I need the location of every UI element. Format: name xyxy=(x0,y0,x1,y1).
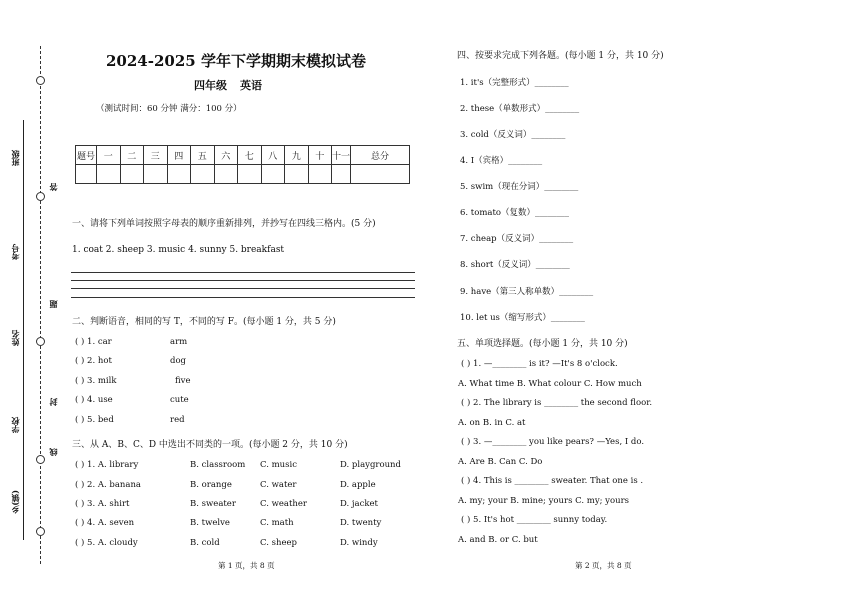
grade-label: 四年级 xyxy=(194,79,227,92)
score-cell[interactable] xyxy=(214,165,238,184)
score-cell[interactable] xyxy=(120,165,144,184)
score-header-cell: 一 xyxy=(97,146,121,165)
section-1-words: 1. coat 2. sheep 3. music 4. sunny 5. breakfast xyxy=(72,245,285,255)
score-header-cell: 八 xyxy=(261,146,285,165)
page-title: 2024-2025 学年下学期期末模拟试卷 xyxy=(106,52,366,70)
score-cell[interactable] xyxy=(332,165,351,184)
score-header-cell: 七 xyxy=(238,146,262,165)
s3-option-d: D. playground xyxy=(340,460,401,470)
cut-mark-question: 题 xyxy=(48,300,58,308)
s2-item-question[interactable]: ( ) 3. milk xyxy=(75,376,117,386)
s2-item-word: cute xyxy=(170,395,189,405)
score-table-header-row xyxy=(76,146,410,165)
section-5-heading: 五、单项选择题。(每小题 1 分，共 10 分) xyxy=(457,339,628,349)
s5-question[interactable]: ( ) 2. The library is ________ the second floor. xyxy=(461,398,653,408)
score-header-cell: 十 xyxy=(308,146,332,165)
s3-option-b: B. orange xyxy=(190,480,232,490)
s5-question[interactable]: ( ) 5. It's hot ________ sunny today. xyxy=(461,515,608,525)
score-cell[interactable] xyxy=(261,165,285,184)
s2-item-word: red xyxy=(170,415,185,425)
score-cell[interactable] xyxy=(285,165,309,184)
s3-option-c: C. weather xyxy=(260,499,307,509)
s5-question[interactable]: ( ) 4. This is ________ sweater. That one is . xyxy=(461,476,644,486)
score-cell[interactable] xyxy=(351,165,410,184)
s4-item[interactable]: 9. have（第三人称单数）________ xyxy=(460,287,594,297)
s3-option-c: C. music xyxy=(260,460,297,470)
writing-line xyxy=(71,272,415,273)
binding-field-name: 姓名 xyxy=(10,330,20,346)
writing-line xyxy=(71,288,415,289)
s3-option-d: D. twenty xyxy=(340,518,382,528)
section-4-heading: 四、按要求完成下列各题。(每小题 1 分，共 10 分) xyxy=(457,51,664,61)
s3-option-c: C. math xyxy=(260,518,294,528)
s3-option-a[interactable]: ( ) 4. A. seven xyxy=(75,518,135,528)
s3-option-b: B. cold xyxy=(190,538,220,548)
binding-hole xyxy=(36,192,45,201)
s2-item-question[interactable]: ( ) 4. use xyxy=(75,395,113,405)
s5-options: A. my; your B. mine; yours C. my; yours xyxy=(458,496,630,506)
s4-item[interactable]: 10. let us（缩写形式）________ xyxy=(460,313,585,323)
s4-item[interactable]: 3. cold（反义词）________ xyxy=(460,130,566,140)
section-1-heading: 一、请将下列单词按照字母表的顺序重新排列，并抄写在四线三格内。(5 分) xyxy=(72,219,376,229)
s2-item-question[interactable]: ( ) 2. hot xyxy=(75,356,112,366)
s5-options: A. What time B. What colour C. How much xyxy=(458,379,642,389)
s3-option-a[interactable]: ( ) 1. A. library xyxy=(75,460,139,470)
exam-info: （测试时间：60 分钟 满分：100 分） xyxy=(96,104,242,114)
score-cell[interactable] xyxy=(76,165,97,184)
s5-options: A. on B. in C. at xyxy=(458,418,526,428)
cut-mark-seal: 封 xyxy=(48,398,58,406)
s3-option-d: D. jacket xyxy=(340,499,378,509)
s2-item-word: dog xyxy=(170,356,186,366)
s4-item[interactable]: 8. short（反义词）________ xyxy=(460,260,570,270)
score-cell[interactable] xyxy=(308,165,332,184)
score-header-cell: 五 xyxy=(191,146,215,165)
s4-item[interactable]: 4. I（宾格）________ xyxy=(460,156,543,166)
binding-underline xyxy=(23,120,24,540)
page-footer-left: 第 1 页，共 8 页 xyxy=(218,561,275,570)
binding-field-school: 学校 xyxy=(10,417,20,433)
s5-question[interactable]: ( ) 3. —________ you like pears? —Yes, I do. xyxy=(461,437,645,447)
s4-item[interactable]: 6. tomato（复数）________ xyxy=(460,208,570,218)
s2-item-word: arm xyxy=(170,337,188,347)
cut-mark-line: 线 xyxy=(48,448,58,456)
s4-item[interactable]: 5. swim（现在分词）________ xyxy=(460,182,579,192)
score-table-value-row xyxy=(76,165,410,184)
score-cell[interactable] xyxy=(144,165,168,184)
section-2-heading: 二、判断语音，相同的写 T，不同的写 F。(每小题 1 分，共 5 分) xyxy=(72,317,336,327)
binding-hole xyxy=(36,455,45,464)
writing-line xyxy=(71,280,415,281)
binding-hole xyxy=(36,337,45,346)
score-header-cell: 六 xyxy=(214,146,238,165)
s2-item-question[interactable]: ( ) 5. bed xyxy=(75,415,114,425)
score-header-cell: 二 xyxy=(120,146,144,165)
s3-option-b: B. twelve xyxy=(190,518,230,528)
score-header-cell: 总分 xyxy=(351,146,410,165)
score-cell[interactable] xyxy=(167,165,191,184)
score-cell[interactable] xyxy=(238,165,262,184)
binding-field-exam-number: 考号 xyxy=(10,244,20,260)
s5-question[interactable]: ( ) 1. —________ is it? —It's 8 o'clock. xyxy=(461,359,618,369)
s3-option-b: B. sweater xyxy=(190,499,236,509)
s4-item[interactable]: 7. cheap（反义词）________ xyxy=(460,234,574,244)
cut-mark-answer: 答 xyxy=(48,183,58,191)
s2-item-word: five xyxy=(175,376,191,386)
s3-option-c: C. sheep xyxy=(260,538,297,548)
section-3-heading: 三、从 A、B、C、D 中选出不同类的一项。(每小题 2 分，共 10 分) xyxy=(72,440,348,450)
binding-field-class: 班级 xyxy=(10,150,20,166)
page-footer-right: 第 2 页，共 8 页 xyxy=(575,561,632,570)
s5-options: A. and B. or C. but xyxy=(458,535,538,545)
s3-option-b: B. classroom xyxy=(190,460,246,470)
cut-dashed-line xyxy=(40,46,41,564)
s3-option-c: C. water xyxy=(260,480,297,490)
binding-hole xyxy=(36,76,45,85)
binding-field-township: 乡(镇) xyxy=(10,490,20,514)
score-header-cell: 十一 xyxy=(332,146,351,165)
s4-item[interactable]: 2. these（单数形式）________ xyxy=(460,104,580,114)
s3-option-d: D. apple xyxy=(340,480,376,490)
score-header-cell: 题号 xyxy=(76,146,97,165)
score-header-cell: 九 xyxy=(285,146,309,165)
s2-item-question[interactable]: ( ) 1. car xyxy=(75,337,112,347)
subject-label: 英语 xyxy=(240,79,262,92)
score-cell[interactable] xyxy=(191,165,215,184)
s5-options: A. Are B. Can C. Do xyxy=(458,457,543,467)
s3-option-a[interactable]: ( ) 5. A. cloudy xyxy=(75,538,138,548)
s4-item[interactable]: 1. it's（完整形式）________ xyxy=(460,78,569,88)
score-header-cell: 四 xyxy=(167,146,191,165)
score-header-cell: 三 xyxy=(144,146,168,165)
s3-option-a[interactable]: ( ) 3. A. shirt xyxy=(75,499,130,509)
score-cell[interactable] xyxy=(97,165,121,184)
binding-hole xyxy=(36,527,45,536)
s3-option-d: D. windy xyxy=(340,538,378,548)
writing-line xyxy=(71,297,415,298)
s3-option-a[interactable]: ( ) 2. A. banana xyxy=(75,480,141,490)
score-table xyxy=(75,145,410,184)
